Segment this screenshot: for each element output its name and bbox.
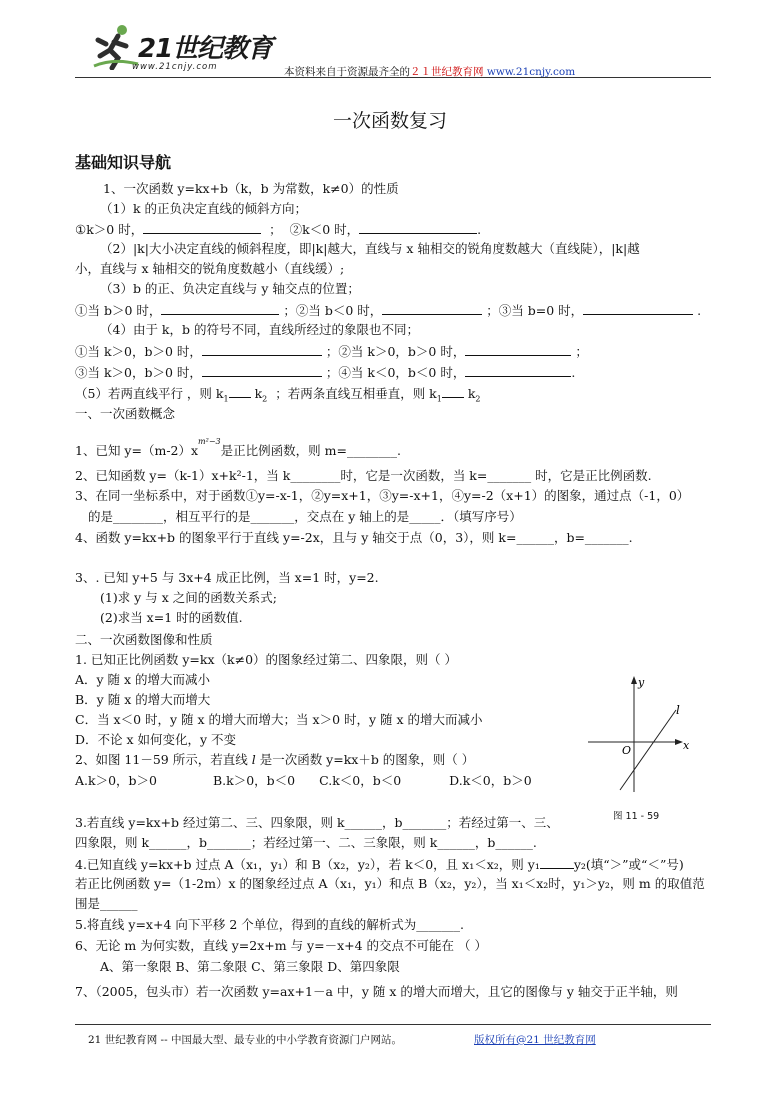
quad-3-blank[interactable] [202,364,322,377]
question-4: 4、函数 y=kx+b 的图象平行于直线 y=-2x，且与 y 轴交于点（0，3），则 k=______，b=_______. [75,530,633,545]
q2-2-option-d: D.k＜0，b＞0 [449,773,532,788]
footer-divider [75,1024,711,1025]
q2-6: 6、无论 m 为何实数，直线 y=2x+m 与 y=－x+4 的交点不可能在 （ ） [75,938,487,953]
property-3-answers: ①当 b＞0 时， ；②当 b＜0 时， ；③当 b=0 时， . [75,303,702,318]
q2-6-options: A、第一象限 B、第二象限 C、第三象限 D、第四象限 [100,959,400,974]
question-3: 3、在同一坐标系中，对于函数①y=-x-1，②y=x+1，③y=-x+1，④y=-2（x+1）的图象，通过点（-1，0） [75,488,690,503]
q2-2-option-b: B.k＞0，b＜0 [212,773,296,788]
line-l-label: l [676,703,680,717]
perpendicular-label: ；若两条直线互相垂直，则 k [275,386,437,401]
parallel-label: （5）若两直线平行 ，则 k [75,386,224,401]
logo-url: www.21cnjy.com [132,62,218,72]
b-positive-blank[interactable] [161,302,279,315]
q2-2-line-label: l [251,752,256,767]
q2-2 [75,752,474,768]
origin-label: O [622,744,632,757]
q2-4-text-post: y₂(填“＞”或“＜”号) [573,857,684,872]
q2-5: 5.将直线 y=x+4 向下平移 2 个单位，得到的直线的解析式为_______. [75,917,465,932]
page-title: 一次函数复习 [332,110,447,132]
b-negative-blank[interactable] [382,302,482,315]
b-zero-blank[interactable] [583,302,693,315]
quad-2-blank[interactable] [465,343,571,356]
header-url-link[interactable]: www.21cnjy.com [486,66,576,78]
q2-1-option-b: B．y 随 x 的增大而增大 [75,692,211,707]
property-2-cont: 小，直线与 x 轴相交的锐角度数越小（直线缓）; [75,261,345,276]
q1-text-post: 是正比例函数，则 m=________. [220,443,401,459]
b-positive-label: ①当 b＞0 时， [75,303,162,318]
q2-2-text-post: 是一次函数 y=kx＋b 的图象，则（ ） [259,752,475,767]
q2-2-option-c: C.k＜0，b＜0 [319,773,402,788]
b-zero-label: ；③当 b=0 时， [486,303,584,318]
q2-2-options [75,773,532,789]
property-1: （1）k 的正负决定直线的倾斜方向； [100,201,308,216]
question-2: 2、已知函数 y=（k-1）x+k²-1，当 k________时，它是一次函数，当 k=_______ 时，它是正比例函数. [75,468,652,483]
perpendicular-blank[interactable] [442,385,464,398]
q2-4 [75,856,684,873]
footer-copyright-link[interactable]: 版权所有@21 世纪教育网 [474,1034,596,1046]
quad-4-label: ；④当 k＜0，b＜0 时， [325,365,466,380]
quad-2-label: ；②当 k＞0，b＞0 时， [325,344,466,359]
question-3b: 3、. 已知 y+5 与 3x+4 成正比例，当 x=1 时，y=2. [75,570,379,585]
q2-4b: 若正比例函数 y=（1-2m）x 的图象经过点 A（x₁，y₁）和点 B（x₂，y₂），当 x₁＜x₂时，y₁＞y₂，则 m 的取值范 [75,876,705,891]
quadrant-line-1: ①当 k＞0，b＞0 时， ；②当 k＞0，b＞0 时， ； [75,344,588,359]
q2-2-option-a: A.k＞0，b＞0 [75,773,157,788]
question-3-cont: 的是________，相互平行的是_______，交点在 y 轴上的是_____．（填写序号） [88,509,522,524]
parallel-blank[interactable] [229,385,251,398]
question-1 [75,437,401,459]
x-axis-label: x [683,739,690,752]
q1-text: 1、已知 y=（m-2）x [75,443,199,459]
part-two-heading: 二、一次函数图像和性质 [75,632,213,647]
q2-3-cont: 四象限，则 k______，b_______；若经过第一、二、三象限，则 k______，b______. [75,835,537,850]
q2-1: 1. 已知正比例函数 y=kx（k≠0）的图象经过第二、四象限，则（ ） [75,652,458,667]
quad-3-label: ③当 k＞0，b＞0 时， [75,365,202,380]
q1-exponent: m²−3 [198,437,221,446]
header-site-link[interactable]: ２１世纪教育网 [410,66,484,78]
property-intro: 1、一次函数 y=kx+b（k，b 为常数，k≠0）的性质 [103,181,399,196]
quadrant-line-2: ③当 k＞0，b＞0 时， ；④当 k＜0，b＜0 时， . [75,365,576,380]
quad-1-label: ①当 k＞0，b＞0 时， [75,344,202,359]
k-negative-label: ②k＜0 时， [289,222,360,237]
q2-4b-cont: 围是______ [75,896,138,911]
property-4: （4）由于 k，b 的符号不同，直线所经过的象限也不同； [100,322,419,337]
header-divider [75,77,711,78]
question-3b-part1: (1)求 y 与 x 之间的函数关系式; [100,590,277,605]
quad-4-blank[interactable] [465,364,571,377]
property-1-answers: ①k＞0 时， ； ②k＜0 时， . [75,222,482,237]
y-axis-arrow [631,676,637,684]
question-3b-part2: (2)求当 x=1 时的函数值. [100,610,243,625]
q2-1-option-a: A．y 随 x 的增大而减小 [75,672,211,687]
b-negative-label: ；②当 b＜0 时， [283,303,383,318]
section-title: 基础知识导航 [75,153,172,172]
footer-left: 21 世纪教育网 -- 中国最大型、最专业的中小学教育资源门户网站。 [88,1034,402,1046]
q2-1-option-d: D．不论 x 如何变化，y 不变 [75,732,237,747]
figure-11-59 [586,676,696,796]
figure-caption: 图 11 - 59 [613,811,660,822]
parallel-k2: k [254,386,263,401]
logo-text: 21世纪教育 [138,34,273,64]
y-axis-label: y [638,676,645,689]
quad-1-blank[interactable] [202,343,322,356]
property-2: （2）|k|大小决定直线的倾斜程度，即|k|越大，直线与 x 轴相交的锐角度数越大（直线陡），|k|越 [100,241,640,256]
q2-4-text: 4.已知直线 y=kx+b 过点 A（x₁，y₁）和 B（x₂，y₂），若 k＜0，且 x₁＜x₂，则 y₁ [75,857,540,872]
q2-7: 7、（2005，包头市）若一次函数 y=ax+1－a 中，y 随 x 的增大而增大，且它的图像与 y 轴交于正半轴，则 [75,984,678,999]
q2-2-text: 2、如图 11－59 所示，若直线 [75,752,248,767]
q2-1-option-c: C．当 x＜0 时，y 随 x 的增大而增大；当 x＞0 时，y 随 x 的增大而减小 [75,712,483,727]
property-5: （5）若两直线平行 ，则 $k_1$ $k_2$ ；若两条直线互相垂直，则 $k_1$ $k_2$ [75,386,481,404]
q2-4-blank[interactable] [540,856,574,869]
k-positive-label: ①k＞0 时， [75,222,144,237]
header-note-prefix: 本资料来自于资源最齐全的 [284,66,410,78]
q2-3: 3.若直线 y=kx+b 经过第二、三、四象限，则 k______，b_______；若经过第一、三、 [75,815,559,830]
perpendicular-k2: k [467,386,476,401]
x-axis-arrow [675,739,683,745]
k-positive-blank[interactable] [143,221,261,234]
property-3: （3）b 的正、负决定直线与 y 轴交点的位置； [100,281,360,296]
k-negative-blank[interactable] [359,221,477,234]
part-one-heading: 一、一次函数概念 [75,406,176,421]
